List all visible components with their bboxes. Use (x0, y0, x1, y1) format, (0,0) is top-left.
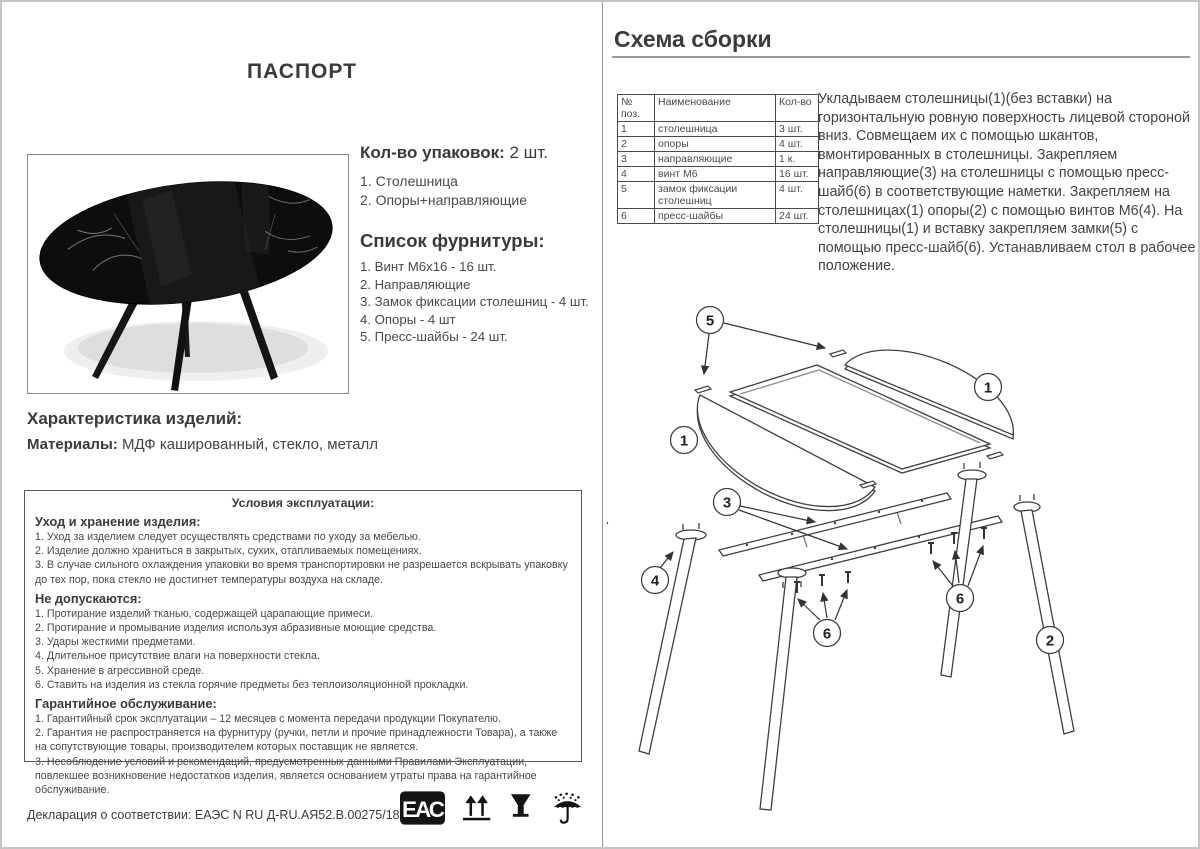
usage-conditions-box (24, 490, 582, 797)
conditions-title: Условия эксплуатации: (231, 496, 375, 510)
not-allowed-item: 6. Ставить на изделия из стекла горячие предметы без теплоизоляционной прокладки. (35, 678, 469, 691)
package-items (360, 172, 595, 210)
parts-table-header-row (618, 95, 819, 122)
balloon-6-left: 6 (822, 625, 832, 643)
warranty-item: 2. Гарантия не распространяется на фурнитуру (ручки, петли и прочие принадлежности Товара), а также на сопутствующие товары, производителем которых поставщик не является. (35, 727, 558, 754)
cell-name: винт М6 (655, 167, 776, 182)
page-title: ПАСПОРТ (247, 60, 357, 83)
care-item: 3. В случае сильного охлаждения упаковки во время транспортировки не разрешается вскрывать упаковку до тех пор, пока стекло не достигнет температуры воздуха на складе. (35, 559, 568, 586)
keep-dry-icon (550, 791, 585, 825)
hardware-list-title: Список фурнитуры: (360, 230, 545, 251)
not-allowed-item: 4. Длительное присутствие влаги на поверхности стекла. (35, 650, 320, 663)
package-count-label: Кол-во упаковок: (360, 143, 505, 162)
balloon-5: 5 (705, 312, 715, 330)
parts-table (617, 94, 819, 224)
warranty-section-title: Гарантийное обслуживание: (35, 696, 217, 712)
eac-letters: ЕАС (401, 796, 444, 822)
warranty-item: 3. Несоблюдение условий и рекомендаций, предусмотренных данными Правилами Эксплуатации, повлекшее возникновение недостатков изделия, является основанием утраты права на гарантийное обслуживание. (35, 755, 537, 797)
materials-value: МДФ кашированный, стекло, металл (121, 436, 378, 453)
materials-line (27, 436, 378, 453)
characteristics-title: Характеристика изделий: (27, 409, 243, 428)
cell-pos: 2 (618, 137, 655, 152)
declaration-of-conformity: Декларация о соответствии: ЕАЭС N RU Д-RU.АЯ52.В.00275/18 (27, 808, 400, 822)
package-count-line (360, 143, 595, 163)
care-item: 2. Изделие должно храниться в закрытых, сухих, отапливаемых помещениях. (35, 545, 422, 558)
cell-name: столешница (655, 122, 776, 137)
assembly-scheme-title: Схема сборки (614, 26, 772, 52)
balloon-4: 4 (650, 572, 660, 590)
table-row (618, 137, 819, 152)
hardware-item: 2. Направляющие (360, 276, 471, 292)
col-header-position: № поз. (618, 95, 655, 122)
cell-name: опоры (655, 137, 776, 152)
not-allowed-section-title: Не допускаются: (35, 590, 142, 606)
cell-qty: 4 шт. (776, 137, 819, 152)
table-row (618, 152, 819, 167)
not-allowed-item: 1. Протирание изделий тканью, содержащей царапающие примеси. (35, 607, 374, 620)
package-count-value: 2 шт. (509, 143, 548, 162)
package-item: 1. Столешница (360, 173, 458, 189)
balloon-3: 3 (722, 494, 732, 512)
balloon-6-right: 6 (955, 590, 965, 608)
product-photo-frame (27, 154, 349, 394)
table-row (618, 182, 819, 209)
balloon-1-right: 1 (983, 379, 993, 397)
cell-qty: 4 шт. (776, 182, 819, 209)
certification-marks (400, 788, 585, 828)
hardware-item: 4. Опоры - 4 шт (360, 311, 456, 327)
balloon-2: 2 (1045, 632, 1055, 650)
care-section-title: Уход и хранение изделия: (35, 514, 201, 529)
table-row (618, 167, 819, 182)
cell-pos: 1 (618, 122, 655, 137)
hardware-item: 3. Замок фиксации столешниц - 4 шт. (360, 294, 589, 309)
materials-label: Материалы: (27, 436, 118, 453)
balloon-1-left: 1 (679, 432, 689, 450)
not-allowed-item: 3. Удары жесткими предметами. (35, 636, 196, 649)
cell-pos: 5 (618, 182, 655, 209)
assembly-diagram (607, 302, 1197, 849)
cell-name: пресс-шайбы (655, 209, 776, 224)
hardware-list (360, 258, 600, 346)
table-row (618, 122, 819, 137)
fragile-icon (508, 792, 533, 824)
col-header-qty: Кол-во (776, 95, 819, 122)
cell-pos: 4 (618, 167, 655, 182)
table-row (618, 209, 819, 224)
package-item: 2. Опоры+направляющие (360, 192, 528, 208)
hardware-item: 1. Винт М6х16 - 16 шт. (360, 259, 497, 274)
cell-name: замок фиксации столешниц (655, 182, 776, 209)
cell-pos: 3 (618, 152, 655, 167)
care-item: 1. Уход за изделием следует осуществлять средствами по уходу за мебелью. (35, 531, 421, 543)
cell-qty: 24 шт. (776, 209, 819, 224)
table-legs (639, 462, 1074, 810)
hardware-item: 5. Пресс-шайбы - 24 шт. (360, 329, 508, 344)
cell-qty: 1 к. (776, 152, 819, 167)
cell-pos: 6 (618, 209, 655, 224)
warranty-item: 1. Гарантийный срок эксплуатации – 12 месяцев с момента передачи продукции Покупателю. (35, 713, 502, 726)
cell-qty: 3 шт. (776, 122, 819, 137)
column-divider (602, 2, 603, 849)
not-allowed-item: 2. Протирание и промывание изделия используя абразивные моющие средства. (35, 622, 437, 635)
cell-name: направляющие (655, 152, 776, 167)
col-header-name: Наименование (655, 95, 776, 122)
product-photo (28, 155, 346, 391)
not-allowed-item: 5. Хранение в агрессивной среде. (35, 664, 205, 677)
assembly-instructions-text: Укладываем столешницы(1)(без вставки) на горизонтальную ровную поверхность лицевой стороной вниз. Совмещаем их с помощью шкантов, вмонтированных в столешницы. Закрепляем направляющие(3) на столешницы с помощью пресс-шайб(6) в соответствующие наметки. Закрепляем на столешницах(1) опоры(2) с помощью винтов М6(4). На столешницы(1) и вставку закрепляем замки(5) с помощью пресс-шайб(6). Устанавливаем стол в рабочее положение. (818, 91, 1196, 275)
this-way-up-icon (461, 792, 492, 824)
cell-qty: 16 шт. (776, 167, 819, 182)
title-rule (612, 56, 1190, 58)
eac-mark-icon (400, 791, 445, 825)
